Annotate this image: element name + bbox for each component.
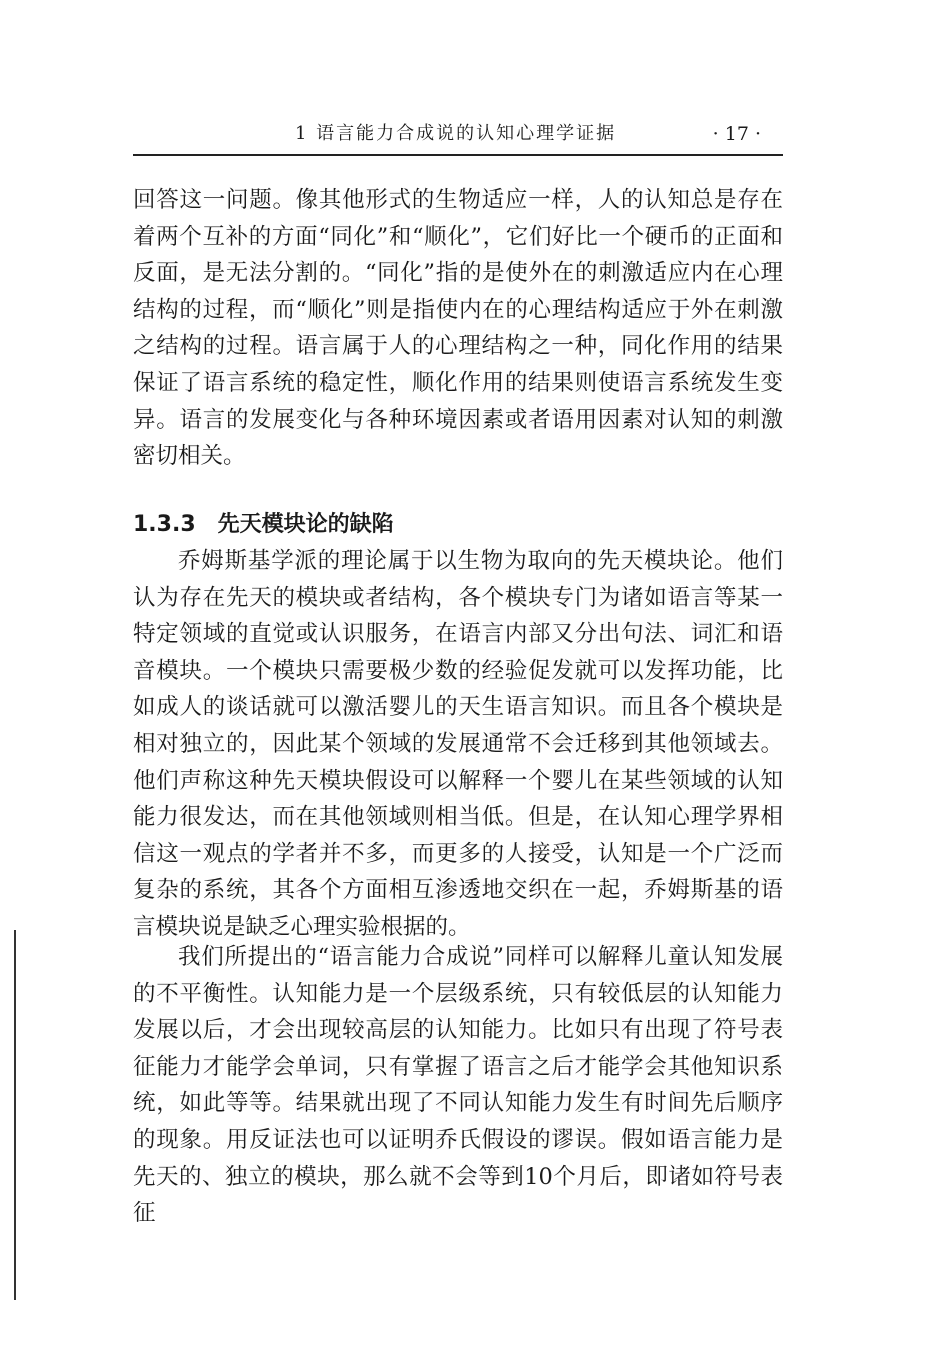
paragraph-2: 乔姆斯基学派的理论属于以生物为取向的先天模块论。他们认为存在先天的模块或者结构，各个模块专门为诸如语言等某一特定领域的直觉或认识服务，在语言内部又分出句法、词汇和语音模块。一个模块只需要极少数的经验促发就可以发挥功能，比如成人的谈话就可以激活婴儿的天生语言知识。而且各个模块是相对独立的，因此某个领域的发展通常不会迁移到其他领域去。他们声称这种先天模块假设可以解释一个婴儿在某些领域的认知能力很发达，而在其他领域则相当低。但是，在认知心理学界相信这一观点的学者并不多，而更多的人接受，认知是一个广泛而复杂的系统，其各个方面相互渗透地交织在一起，乔姆斯基的语言模块说是缺乏心理实验根据的。 (133, 548, 783, 940)
chapter-title: 1 语言能力合成说的认知心理学证据 (295, 123, 617, 144)
section-heading (133, 508, 394, 542)
section-title: 先天模块论的缺陷 (217, 512, 394, 537)
page-number: · 17 · (712, 123, 761, 145)
running-header (133, 120, 783, 156)
paragraph-1: 回答这一问题。像其他形式的生物适应一样，人的认知总是存在着两个互补的方面“同化”和“顺化”，它们好比一个硬币的正面和反面，是无法分割的。“同化”指的是使外在的刺激适应内在心理结构的过程，而“顺化”则是指使内在的心理结构适应于外在刺激之结构的过程。语言属于人的心理结构之一种，同化作用的结果保证了语言系统的稳定性，顺化作用的结果则使语言系统发生变异。语言的发展变化与各种环境因素或者语用因素对认知的刺激密切相关。 (133, 187, 783, 470)
section-number: 1.3.3 (133, 512, 196, 537)
scan-edge-line (14, 930, 16, 1300)
paragraph-3: 我们所提出的“语言能力合成说”同样可以解释儿童认知发展的不平衡性。认知能力是一个层级系统，只有较低层的认知能力发展以后，才会出现较高层的认知能力。比如只有出现了符号表征能力才能学会单词，只有掌握了语言之后才能学会其他知识系统，如此等等。结果就出现了不同认知能力发生有时间先后顺序的现象。用反证法也可以证明乔氏假设的谬误。假如语言能力是先天的、独立的模块，那么就不会等到10个月后，即诸如符号表征 (133, 944, 783, 1227)
